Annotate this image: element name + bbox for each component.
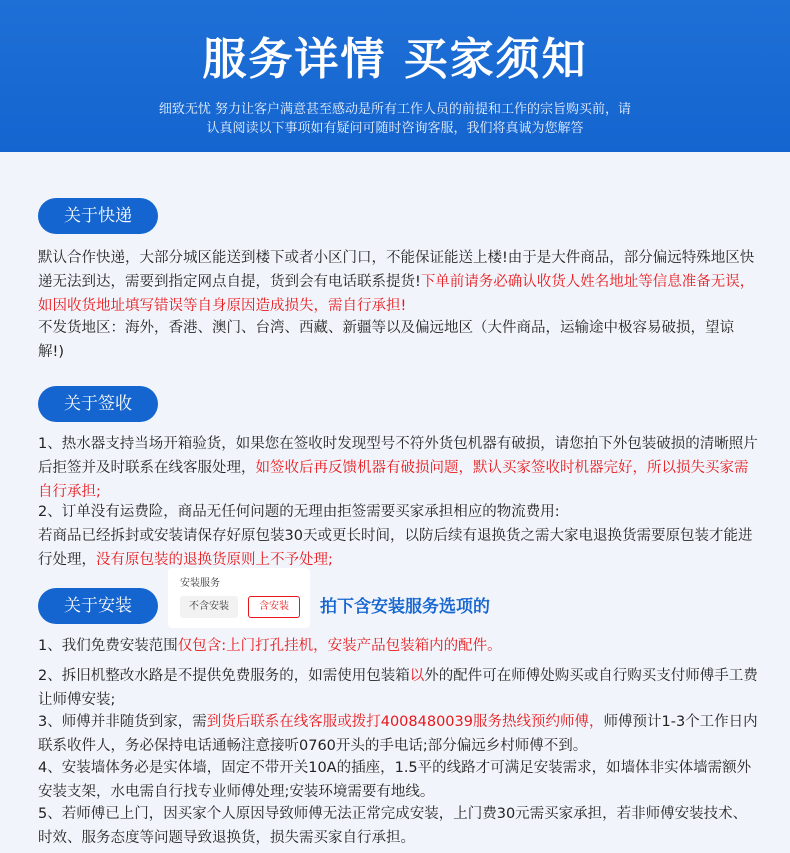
signing-warning-2: 没有原包装的退换货原则上不予处理;	[96, 552, 333, 568]
install-paragraph-4: 4、安装墙体务必是实体墙，固定不带开关10A的插座，1.5平的线路才可满足安装需求，如墙体非实体墙需额外安装支架，水电需自行找专业师傅处理;安装环境需要有地线。	[38, 760, 752, 800]
install-paragraph-1	[38, 634, 758, 658]
signing-text-1: 1、热水器支持当场开箱验货，如果您在签收时发现型号不符外货包机器有破损，请您拍下外包装破损的清晰照片后拒签并及时联系在线客服处理，	[38, 436, 758, 476]
install-text-2b: 以	[409, 668, 425, 684]
header-banner	[0, 0, 790, 152]
install-option-hint: 拍下含安装服务选项的	[320, 597, 490, 617]
subtitle-line-2: 认真阅读以下事项如有疑问可随时咨询客服，我们将真诚为您解答	[206, 121, 584, 136]
signing-warning-1: 如签收后再反馈机器有破损问题，默认买家签收时机器完好，所以损失买家需自行承担;	[38, 460, 749, 500]
subtitle-line-1: 细致无忧 努力让客户满意甚至感动是所有工作人员的前提和工作的宗旨购买前，请	[158, 102, 632, 117]
section-label-delivery: 关于快递	[38, 198, 158, 234]
delivery-text: 默认合作快递，大部分城区能送到楼下或者小区门口，不能保证能送上楼!由于是大件商品，部分偏远特殊地区快递无法到达，需要到指定网点自提，货到会有电话联系提货!	[38, 250, 755, 290]
install-text-3c: 师傅预计1-3个工作日内联系收件人，务必保持电话通畅注意接听0760开头的手电话;部分偏远乡村师傅不到。	[38, 714, 758, 754]
signing-paragraph-1	[38, 432, 758, 504]
signing-text-2: 2、订单没有运费险，商品无任何问题的无理由拒签需要买家承担相应的物流费用:	[38, 504, 560, 520]
option-with-install: 含安装	[248, 596, 300, 618]
signing-text-3: 若商品已经拆封或安装请保存好原包装30天或更长时间，以防后续有退换货之需大家电退换货需要原包装才能进行处理，	[38, 528, 753, 568]
signing-paragraph-2	[38, 500, 758, 572]
install-hotline: 到货后联系在线客服或拨打4008480039服务热线预约师傅，	[206, 714, 604, 730]
page-subtitle	[60, 100, 730, 138]
option-no-install: 不含安装	[180, 596, 238, 618]
install-scope: 仅包含:上门打孔挂机，安装产品包装箱内的配件。	[177, 638, 502, 654]
section-label-install: 关于安装	[38, 588, 158, 624]
install-text-2c: 外的配件可在师傅处购买或自行购买支付师傅手工费让师傅安装;	[38, 668, 758, 708]
install-paragraph-5: 5、若师傅已上门，因买家个人原因导致师傅无法正常完成安装，上门费30元需买家承担，若非师傅安装技术、时效、服务态度等问题导致退换货，损失需买家自行承担。	[38, 806, 748, 846]
page-title: 服务详情 买家须知	[202, 34, 588, 85]
install-text-2a: 2、拆旧机整改水路是不提供免费服务的，如需使用包装箱	[38, 668, 410, 684]
install-paragraph-3	[38, 710, 758, 758]
install-paragraph-2	[38, 664, 758, 712]
install-option-title: 安装服务	[180, 578, 220, 589]
install-text-1: 1、我们免费安装范围	[38, 638, 178, 654]
delivery-paragraph-2: 不发货地区：海外，香港、澳门、台湾、西藏、新疆等以及偏远地区（大件商品，运输途中极容易破损，望谅解!)	[38, 320, 734, 360]
section-label-signing: 关于签收	[38, 386, 158, 422]
install-text-3a: 3、师傅并非随货到家，需	[38, 714, 207, 730]
delivery-warning: 下单前请务必确认收货人姓名地址等信息准备无误，如因收货地址填写错误等自身原因造成损失，需自行承担!	[38, 274, 755, 314]
delivery-paragraph-1	[38, 246, 758, 318]
install-option-card	[168, 568, 310, 628]
